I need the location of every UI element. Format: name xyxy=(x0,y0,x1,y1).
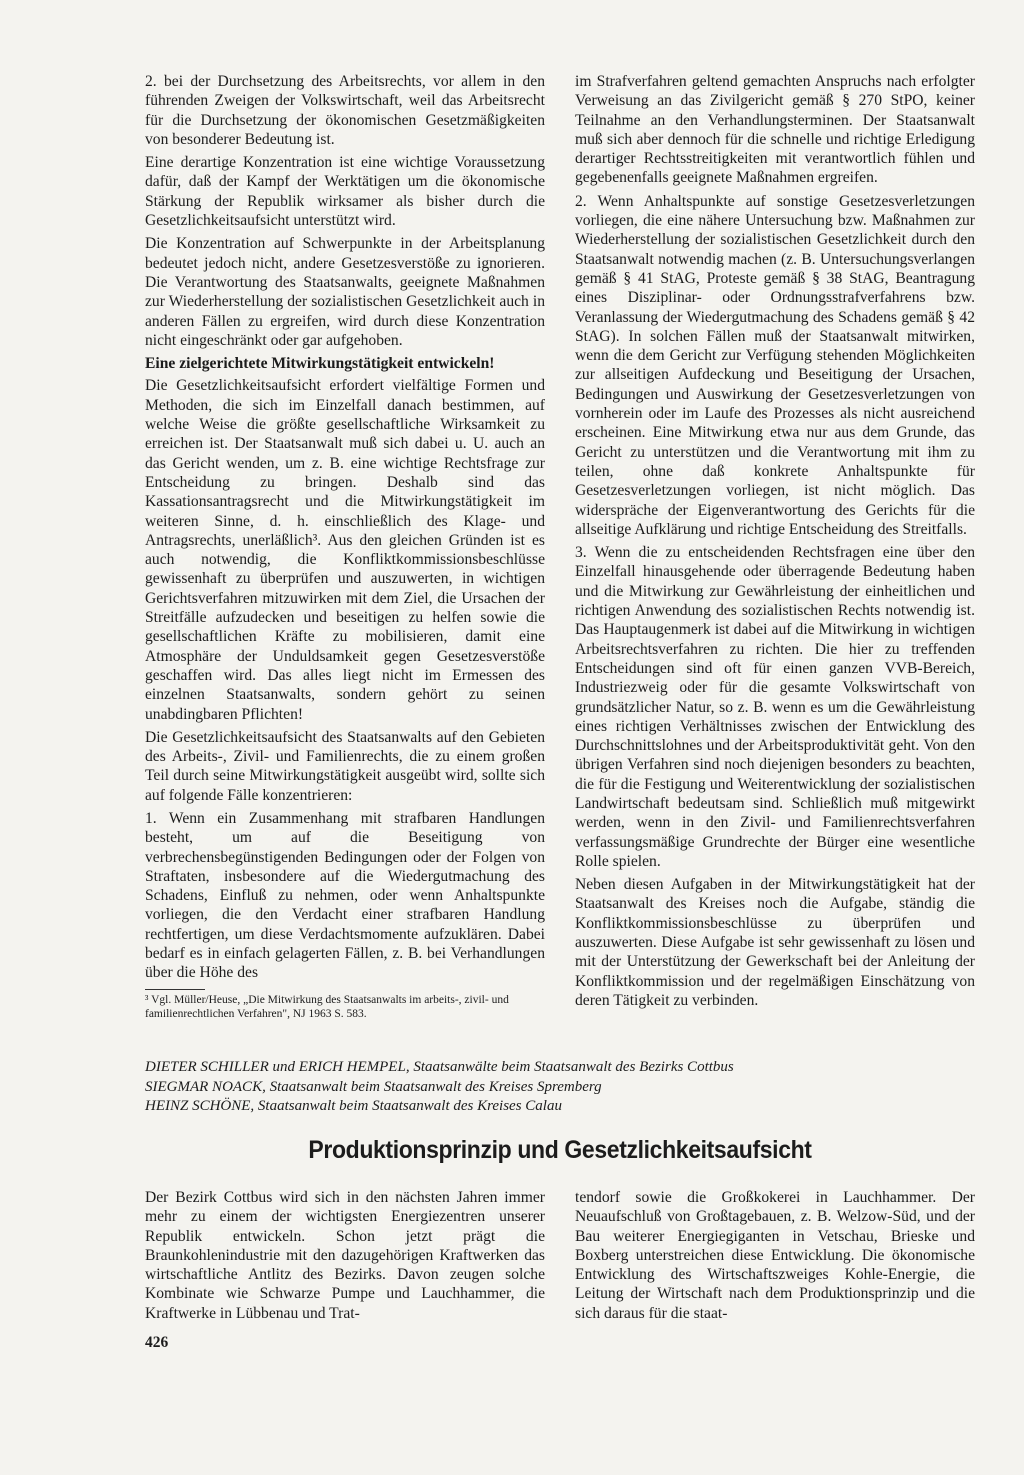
left-column-top xyxy=(145,72,545,1021)
paragraph-concentration-premise: Eine derartige Konzentration ist eine wichtige Voraussetzung dafür, daß der Kampf der Werktätigen um die ökonomische Stärkung der Republik wirksamer als bisher durch die Gesetzlichkeitsaufsicht unterstützt wird. xyxy=(145,154,545,230)
paragraph-case-1: 1. Wenn ein Zusammenhang mit strafbaren Handlungen besteht, um auf die Beseitigung von verbrechensbegünstigenden Bedingungen oder der Folgen von Straftaten, insbesondere auf die Wiedergutmachung des Schadens, Einfluß zu nehmen, oder wenn Anhaltspunkte vorliegen, die den Verdacht einer strafbaren Handlung rechtfertigen, um diese Verdachtsmomente aufzuklären. Dabei bedarf es in einfach gelagerten Fällen, z. B. bei Verhandlungen über die Höhe des xyxy=(145,809,545,982)
paragraph-item-2: 2. bei der Durchsetzung des Arbeitsrechts, vor allem in den führenden Zweigen der Volkswirtschaft, weil das Arbeitsrecht für die Durchsetzung der ökonomischen Gesetzmäßigkeiten von besonderer Bedeutung ist. xyxy=(145,73,545,148)
paragraph-oversight-methods: Die Gesetzlichkeitsaufsicht erfordert vielfältige Formen und Methoden, die sich im Einzelfall danach bestimmen, auf welche Weise die größte gesellschaftliche Wirksamkeit zu erreichen ist. Der Staatsanwalt muß sich dabei u. U. auch an das Gericht wenden, um z. B. eine wichtige Rechtsfrage zur Entscheidung zu bringen. Deshalb sind das Kassationsantragsrecht und die Mitwirkungstätigkeit im weiteren Sinne, d. h. einschließlich des Klage- und Antragsrechts, unerläßlich³. Aus den gleichen Gründen ist es auch notwendig, die Konfliktkommissionsbeschlüsse gewissenhaft zu überprüfen und auszuwerten, in wichtigen Gerichtsverfahren mitzuwirken mit dem Ziel, die Ursachen der Streitfälle aufzudecken und beseitigen zu helfen sowie die gesellschaftlichen Kräfte zu mobilisieren, damit eine Atmosphäre der Unduldsamkeit gegen Gesetzesverstöße geschaffen wird. Das alles liegt nicht im Ermessen des einzelnen Staatsanwalts, sondern gehört zu seinen unabdingbaren Pflichten! xyxy=(145,377,545,723)
footnote-3: ³ Vgl. Müller/Heuse, „Die Mitwirkung des Staatsanwalts im arbeits-, zivil- und familienrechtlichen Verfahren", NJ 1963 S. 583. xyxy=(145,993,509,1020)
section-heading: Eine zielgerichtete Mitwirkungstätigkeit entwickeln! xyxy=(145,355,495,373)
article-title: Produktionsprinzip und Gesetzlichkeitsaufsicht xyxy=(308,1136,812,1164)
right-column-top xyxy=(575,72,975,1014)
paragraph-oversight-focus: Die Gesetzlichkeitsaufsicht des Staatsanwalts auf den Gebieten des Arbeits-, Zivil- und Familienrechts, die zu einem großen Teil durch seine Mitwirkungstätigkeit ausgeübt wird, sollte sich auf folgende Fälle konzentrieren: xyxy=(145,728,545,804)
paragraph-case-3: 3. Wenn die zu entscheidenden Rechtsfragen eine über den Einzelfall hinausgehende oder überragende Bedeutung haben und die Mitwirkung zur Gewährleistung der einheitlichen und richtigen Anwendung des sozialistischen Rechts notwendig ist. Das Hauptaugenmerk ist dabei auf die Mitwirkung in wichtigen Arbeitsrechtsverfahren zu richten. Die hier zu treffenden Entscheidungen sind oft für einen ganzen VVB-Bereich, Industriezweig oder für die gesamte Volkswirtschaft von grundsätzlicher Natur, so z. B. wenn es um die Gewährleistung eines richtigen Verhältnisses zwischen der Entwicklung des Durchschnittslohnes und der Arbeitsproduktivität geht. Von den übrigen Verfahren sind noch diejenigen besonders zu beachten, die für die Festigung und Weiterentwicklung der sozialistischen Landwirtschaft bedeutsam sind. Schließlich muß mitgewirkt werden, wenn in den Zivil- und Familienrechtsverfahren verfassungsmäßige Grundrechte der Bürger eine wesentliche Rolle spielen. xyxy=(575,544,975,870)
paragraph-intro-left: Der Bezirk Cottbus wird sich in den nächsten Jahren immer mehr zu einem der wichtigsten Energiezentren unserer Republik entwickeln. Schon jetzt prägt die Braunkohlenindustrie mit den dazugehörigen Kraftwerken das wirtschaftliche Antlitz des Bezirks. Davon zeugen solche Kombinate wie Schwarze Pumpe und Lauchhammer, die Kraftwerke in Lübbenau und Trat- xyxy=(145,1189,545,1322)
right-column-bottom xyxy=(575,1188,975,1327)
paragraph-case-1-continued: im Strafverfahren geltend gemachten Anspruchs nach erfolgter Verweisung an das Zivilgericht gemäß § 270 StPO, keiner Teilnahme an den Verhandlungsterminen. Der Staatsanwalt muß sich aber dennoch für die schnelle und richtige Erledigung derartiger Rechtsstreitigkeiten mit verantwortlich fühlen und gegebenenfalls geeignete Maßnahmen ergreifen. xyxy=(575,73,975,187)
left-column-bottom xyxy=(145,1188,545,1327)
author-block xyxy=(145,1058,975,1117)
page-number: 426 xyxy=(145,1334,169,1351)
author-line-1: DIETER SCHILLER und ERICH HEMPEL, Staatsanwälte beim Staatsanwalt des Bezirks Cottbus xyxy=(145,1059,734,1075)
paragraph-case-2: 2. Wenn Anhaltspunkte auf sonstige Gesetzesverletzungen vorliegen, die eine nähere Untersuchung bzw. Maßnahmen zur Wiederherstellung der sozialistischen Gesetzlichkeit durch den Staatsanwalt notwendig machen (z. B. Untersuchungsverlangen gemäß § 41 StAG, Proteste gemäß § 38 StAG, Beantragung eines Disziplinar- oder Ordnungsstrafverfahrens bzw. Veranlassung der Wiedergutmachung des Schadens gemäß § 42 StAG). In solchen Fällen muß der Staatsanwalt mitwirken, wenn die dem Gericht zur Verfügung stehenden Möglichkeiten zur allseitigen Aufdeckung und Beseitigung der Ursachen, Bedingungen und Auswirkung der Gesetzesverletzungen von vornherein oder im Laufe des Prozesses als nicht ausreichend erscheinen. Eine Mitwirkung etwa nur aus dem Grunde, das Gericht zu unterstützen und die Verantwortung mit ihm zu teilen, ohne daß konkrete Anhaltspunkte für Gesetzesverletzungen vorliegen, ist nicht möglich. Das widerspräche der Eigenverantwortung des Gerichts für die allseitige Aufklärung und richtige Entscheidung des Streitfalls. xyxy=(575,192,975,538)
paragraph-intro-right: tendorf sowie die Großkokerei in Lauchhammer. Der Neuaufschluß von Großtagebauen, z. B. Welzow-Süd, und der Bau weiterer Energiegiganten in Vetschau, Brieske und Boxberg unterstreichen diese Entwicklung. Die ökonomische Entwicklung des Wirtschaftszweiges Kohle-Energie, die Leitung der Wirtschaft nach dem Produktionsprinzip und die sich daraus für die staat- xyxy=(575,1189,975,1322)
author-line-3: HEINZ SCHÖNE, Staatsanwalt beim Staatsanwalt des Kreises Calau xyxy=(145,1098,562,1114)
paragraph-additional-tasks: Neben diesen Aufgaben in der Mitwirkungstätigkeit hat der Staatsanwalt des Kreises noch die Aufgabe, ständig die Konfliktkommissionsbeschlüsse zu überprüfen und auszuwerten. Diese Aufgabe ist sehr gewissenhaft zu lösen und mit der Unterstützung der Gewerkschaft bei der Anleitung der Konfliktkommission und der regelmäßigen Einschätzung von deren Tätigkeit zu verbinden. xyxy=(575,876,975,1009)
footnote-divider xyxy=(145,989,205,990)
paragraph-concentration-scope: Die Konzentration auf Schwerpunkte in der Arbeitsplanung bedeutet jedoch nicht, andere Gesetzesverstöße zu ignorieren. Die Verantwortung des Staatsanwalts, geeignete Maßnahmen zur Wiederherstellung der sozialistischen Gesetzlichkeit auch in anderen Fällen zu ergreifen, wird durch diese Konzentration nicht eingeschränkt oder gar aufgehoben. xyxy=(145,235,545,349)
author-line-2: SIEGMAR NOACK, Staatsanwalt beim Staatsanwalt des Kreises Spremberg xyxy=(145,1078,602,1095)
